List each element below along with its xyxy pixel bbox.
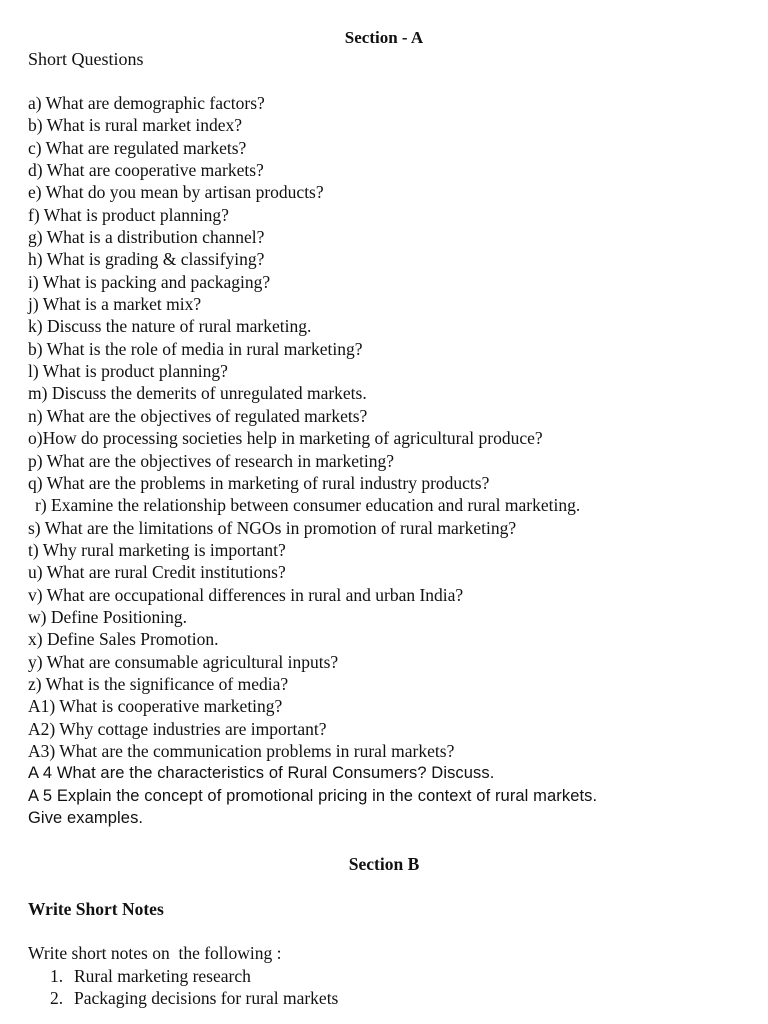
section-b-title: Section B bbox=[348, 854, 420, 874]
question-item: z) What is the significance of media? bbox=[28, 673, 289, 694]
question-item: a) What are demographic factors? bbox=[28, 93, 265, 113]
question-item: A2) Why cottage industries are important? bbox=[28, 718, 327, 739]
short-questions-heading: Short Questions bbox=[28, 49, 144, 69]
question-item: y) What are consumable agricultural inputs? bbox=[28, 651, 339, 672]
question-item: Give examples. bbox=[28, 809, 144, 827]
question-item: j) What is a market mix? bbox=[28, 294, 202, 315]
question-item: o)How do processing societies help in marketing of agricultural produce? bbox=[28, 428, 543, 449]
short-note-number: 2. bbox=[50, 988, 64, 1008]
question-item: q) What are the problems in marketing of rural industry products? bbox=[28, 472, 490, 493]
short-questions-list bbox=[28, 92, 758, 829]
question-item: i) What is packing and packaging? bbox=[28, 271, 271, 292]
short-note-text: Packaging decisions for rural markets bbox=[74, 988, 339, 1008]
question-item: v) What are occupational differences in rural and urban India? bbox=[28, 584, 464, 605]
question-item: w) Define Positioning. bbox=[28, 606, 187, 627]
write-short-notes-heading: Write Short Notes bbox=[28, 899, 164, 919]
question-item: n) What are the objectives of regulated markets? bbox=[28, 405, 368, 426]
short-notes-intro: Write short notes on the following : bbox=[28, 943, 282, 963]
question-item: A3) What are the communication problems in rural markets? bbox=[28, 740, 455, 761]
question-item: l) What is product planning? bbox=[28, 361, 228, 382]
short-notes-list bbox=[50, 965, 338, 1009]
section-a-title: Section - A bbox=[344, 28, 424, 47]
question-item: g) What is a distribution channel? bbox=[28, 227, 265, 248]
question-item: p) What are the objectives of research in marketing? bbox=[28, 450, 395, 471]
question-item: A 5 Explain the concept of promotional pricing in the context of rural markets. bbox=[28, 786, 598, 805]
question-item: A 4 What are the characteristics of Rural Consumers? Discuss. bbox=[28, 764, 495, 783]
short-note-item bbox=[50, 965, 338, 987]
short-note-text: Rural marketing research bbox=[74, 966, 251, 986]
question-item: c) What are regulated markets? bbox=[28, 137, 247, 158]
question-item: m) Discuss the demerits of unregulated markets. bbox=[28, 383, 367, 404]
question-item: u) What are rural Credit institutions? bbox=[28, 562, 286, 583]
question-item: f) What is product planning? bbox=[28, 204, 229, 225]
question-item: A1) What is cooperative marketing? bbox=[28, 696, 283, 717]
question-item: x) Define Sales Promotion. bbox=[28, 629, 219, 650]
question-item: r) Examine the relationship between consumer education and rural marketing. bbox=[35, 495, 581, 516]
short-note-item bbox=[50, 987, 338, 1009]
short-note-number: 1. bbox=[50, 966, 64, 986]
question-item: e) What do you mean by artisan products? bbox=[28, 182, 324, 203]
question-item: s) What are the limitations of NGOs in promotion of rural marketing? bbox=[28, 517, 517, 538]
question-item: d) What are cooperative markets? bbox=[28, 160, 264, 181]
question-item: k) Discuss the nature of rural marketing. bbox=[28, 316, 312, 337]
question-item: b) What is the role of media in rural marketing? bbox=[28, 338, 363, 359]
question-item: b) What is rural market index? bbox=[28, 115, 242, 136]
question-item: t) Why rural marketing is important? bbox=[28, 539, 286, 560]
question-item: h) What is grading & classifying? bbox=[28, 249, 265, 270]
